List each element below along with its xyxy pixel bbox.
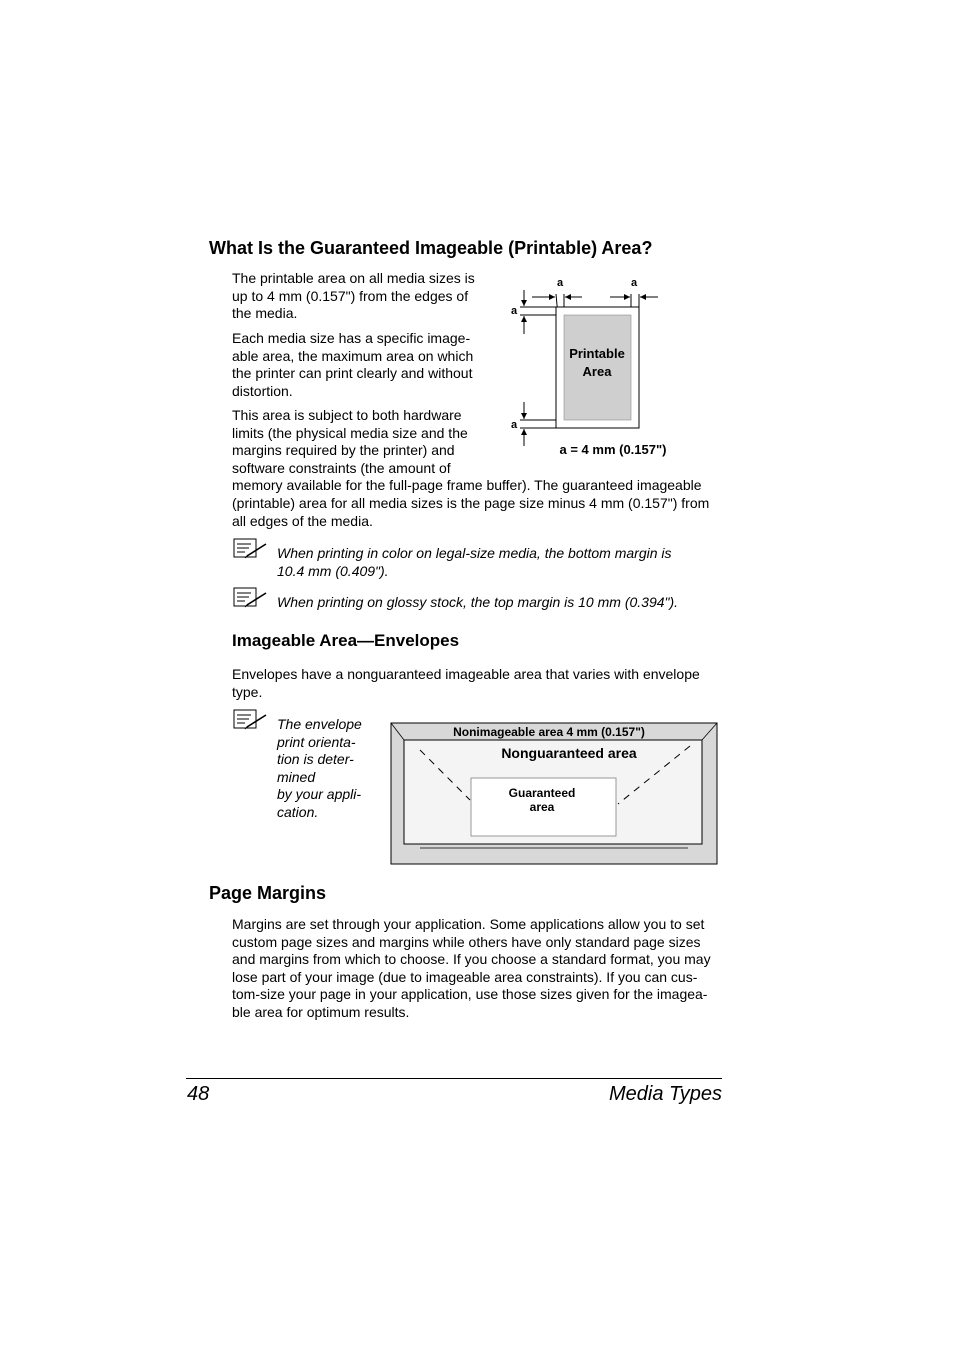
text-line: The printable area on all media sizes is <box>232 270 475 286</box>
note-icon <box>233 538 269 562</box>
text-line: custom page sizes and margins while others have only standard page sizes <box>232 933 701 950</box>
note-envelope-orientation <box>277 716 362 822</box>
paragraph-printable-area <box>232 270 475 323</box>
text-line: software constraints (the amount of <box>232 459 451 476</box>
printable-area-label-2: Area <box>582 364 612 379</box>
arrowhead <box>549 294 555 300</box>
page-number: 48 <box>187 1083 210 1105</box>
paragraph-margins <box>232 916 711 1022</box>
arrowhead <box>521 300 527 306</box>
margin-label-top-left: a <box>556 277 564 289</box>
chapter-title: Media Types <box>608 1083 722 1105</box>
note-glossy-margin <box>277 594 678 612</box>
text-line: 10.4 mm (0.409"). <box>277 562 389 579</box>
text-line: Envelopes have a nonguaranteed imageable area that varies with envelope <box>232 666 700 682</box>
text-line: When printing in color on legal-size media, the bottom margin is <box>277 545 672 561</box>
text-line: margins required by the printer) and <box>232 442 455 459</box>
text-line: print orienta- <box>277 733 356 750</box>
margin-label-left-top: a <box>510 305 518 317</box>
margin-label-top-right: a <box>630 277 638 289</box>
note-icon <box>233 709 269 733</box>
guaranteed-label-2: area <box>529 800 555 814</box>
text-line: the printer can print clearly and without <box>232 365 473 382</box>
note-legal-size-margin <box>277 545 672 580</box>
text-line: by your appli- <box>277 786 362 803</box>
text-line: the media. <box>232 305 298 322</box>
arrowhead <box>521 429 527 435</box>
text-line: Margins are set through your application. Some applications allow you to set <box>232 916 705 932</box>
printable-area-diagram <box>500 268 670 468</box>
text-line: Each media size has a specific image- <box>232 330 471 346</box>
text-line: up to 4 mm (0.157") from the edges of <box>232 287 469 304</box>
footer-rule <box>186 1078 722 1079</box>
arrowhead <box>521 316 527 322</box>
text-line: The envelope <box>277 716 362 732</box>
text-line: able area, the maximum area on which <box>232 347 474 364</box>
text-line: tom-size your page in your application, use those sizes given for the imagea- <box>232 986 708 1003</box>
text-line: tion is deter- <box>277 751 354 768</box>
text-line: When printing on glossy stock, the top margin is 10 mm (0.394"). <box>277 594 679 610</box>
paragraph-envelopes <box>232 666 700 701</box>
arrowhead <box>624 294 630 300</box>
guaranteed-label-1: Guaranteed <box>508 786 576 800</box>
paragraph-media-size <box>232 330 473 400</box>
diagram-caption: a = 4 mm (0.157") <box>559 442 667 457</box>
margin-label-left-bottom: a <box>510 419 518 431</box>
envelope-diagram <box>390 722 720 867</box>
text-line: This area is subject to both hardware <box>232 407 462 423</box>
arrowhead <box>565 294 571 300</box>
nonguaranteed-label: Nonguaranteed area <box>501 745 637 761</box>
dimension-arrow-top-right <box>610 294 658 308</box>
section-title: What Is the Guaranteed Imageable (Printable) Area? <box>209 238 653 258</box>
text-line: distortion. <box>232 382 293 399</box>
arrowhead <box>640 294 646 300</box>
subsection-title: Imageable Area—Envelopes <box>232 631 460 650</box>
margins-title: Page Margins <box>209 883 327 903</box>
text-line: all edges of the media. <box>232 512 373 529</box>
text-line: lose part of your image (due to imageable area constraints). If you can cus- <box>232 968 698 985</box>
nonimageable-label: Nonimageable area 4 mm (0.157") <box>453 725 645 739</box>
printable-area-label-1: Printable <box>569 346 625 361</box>
text-line: limits (the physical media size and the <box>232 424 468 441</box>
text-line: type. <box>232 683 263 700</box>
arrowhead <box>521 413 527 419</box>
text-line: (printable) area for all media sizes is the page size minus 4 mm (0.157") from <box>232 494 710 511</box>
text-line: and margins from which to choose. If you choose a standard format, you may <box>232 951 711 968</box>
text-line: cation. <box>277 803 319 820</box>
text-line: mined <box>277 768 316 785</box>
text-line: memory available for the full-page frame buffer). The guaranteed imageable <box>232 477 702 494</box>
note-icon <box>233 587 269 611</box>
text-line: ble area for optimum results. <box>232 1003 410 1020</box>
